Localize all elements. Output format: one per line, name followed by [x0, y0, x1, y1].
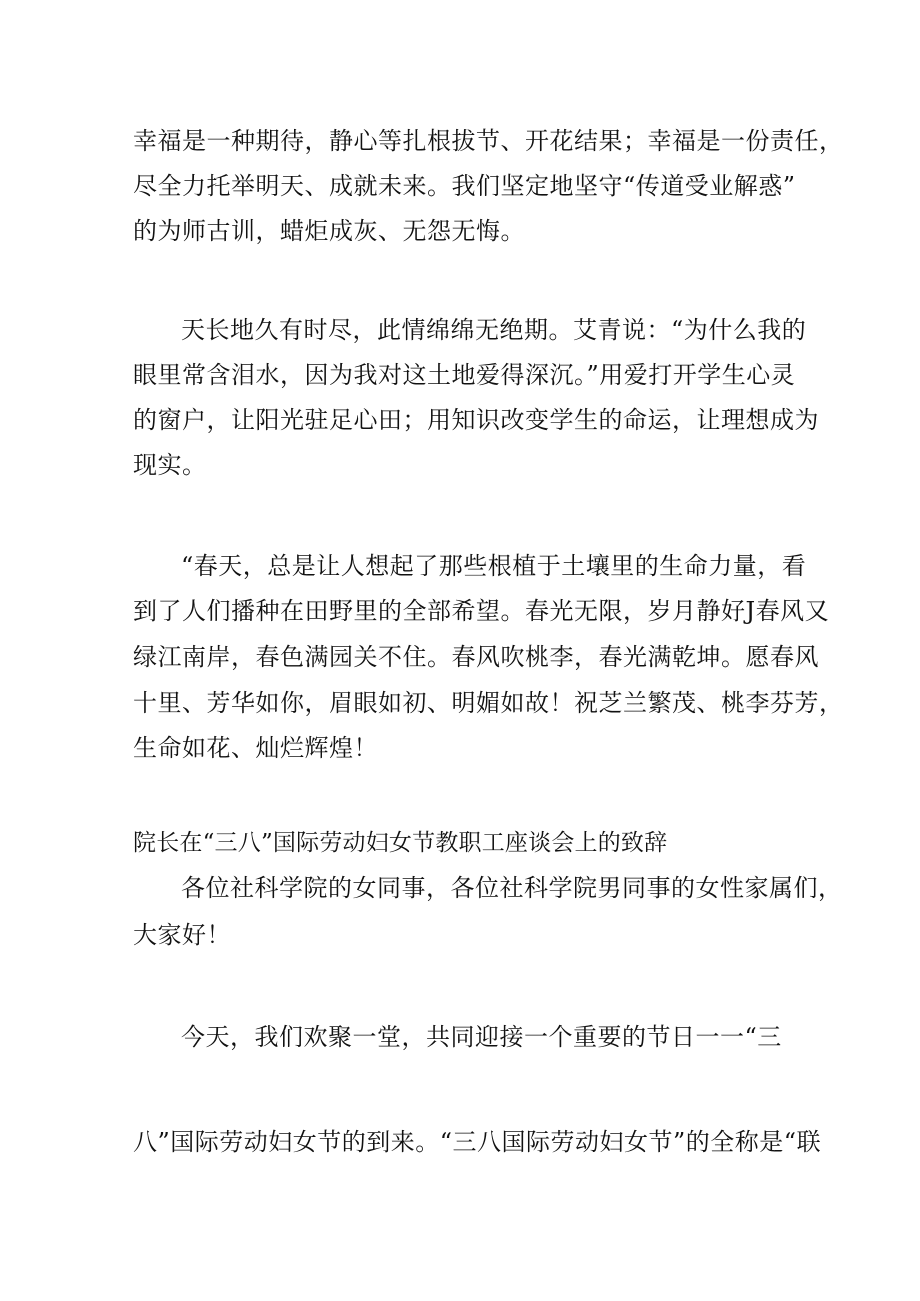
speech-body-line-1: 今天，我们欢聚一堂，共同迎接一个重要的节日一一“三 [181, 1023, 782, 1051]
paragraph-1-line-3: 的为师古训，蜡炬成灰、无怨无悔。 [133, 217, 525, 245]
speech-title: 院长在“三八”国际劳动妇女节教职工座谈会上的致辞 [133, 830, 668, 856]
paragraph-2-line-1: 天长地久有时尽，此情绵绵无绝期。艾青说：“为什么我的 [181, 316, 807, 344]
speech-greeting-line-2: 大家好！ [133, 921, 231, 949]
paragraph-1-line-1: 幸福是一种期待，静心等扎根拔节、开花结果；幸福是一份责任， [133, 127, 844, 155]
paragraph-3-line-1: “春天，总是让人想起了那些根植于土壤里的生命力量，看 [181, 552, 807, 580]
paragraph-2-line-2: 眼里常含泪水，因为我对这土地爱得深沉。”用爱打开学生心灵 [133, 361, 796, 389]
paragraph-3-line-5: 生命如花、灿烂辉煌！ [133, 734, 378, 762]
paragraph-3-line-3: 绿江南岸，春色满园关不住。春风吹桃李，春光满乾坤。愿春风 [133, 643, 819, 671]
paragraph-1-line-2: 尽全力托举明天、成就未来。我们坚定地坚守“传道受业解惑” [133, 172, 796, 200]
paragraph-3-line-2: 到了人们播种在田野里的全部希望。春光无限，岁月静好J春风又 [133, 597, 830, 625]
paragraph-2-line-3: 的窗户，让阳光驻足心田；用知识改变学生的命运，让理想成为 [133, 406, 819, 434]
paragraph-2-line-4: 现实。 [133, 451, 207, 479]
paragraph-3-line-4: 十里、芳华如你，眉眼如初、明媚如故！祝芝兰繁茂、桃李芬芳， [133, 689, 844, 717]
speech-greeting-line-1: 各位社科学院的女同事，各位社科学院男同事的女性家属们， [181, 874, 843, 902]
speech-body-line-2: 八”国际劳动妇女节的到来。“三八国际劳动妇女节”的全称是“联 [133, 1128, 822, 1156]
